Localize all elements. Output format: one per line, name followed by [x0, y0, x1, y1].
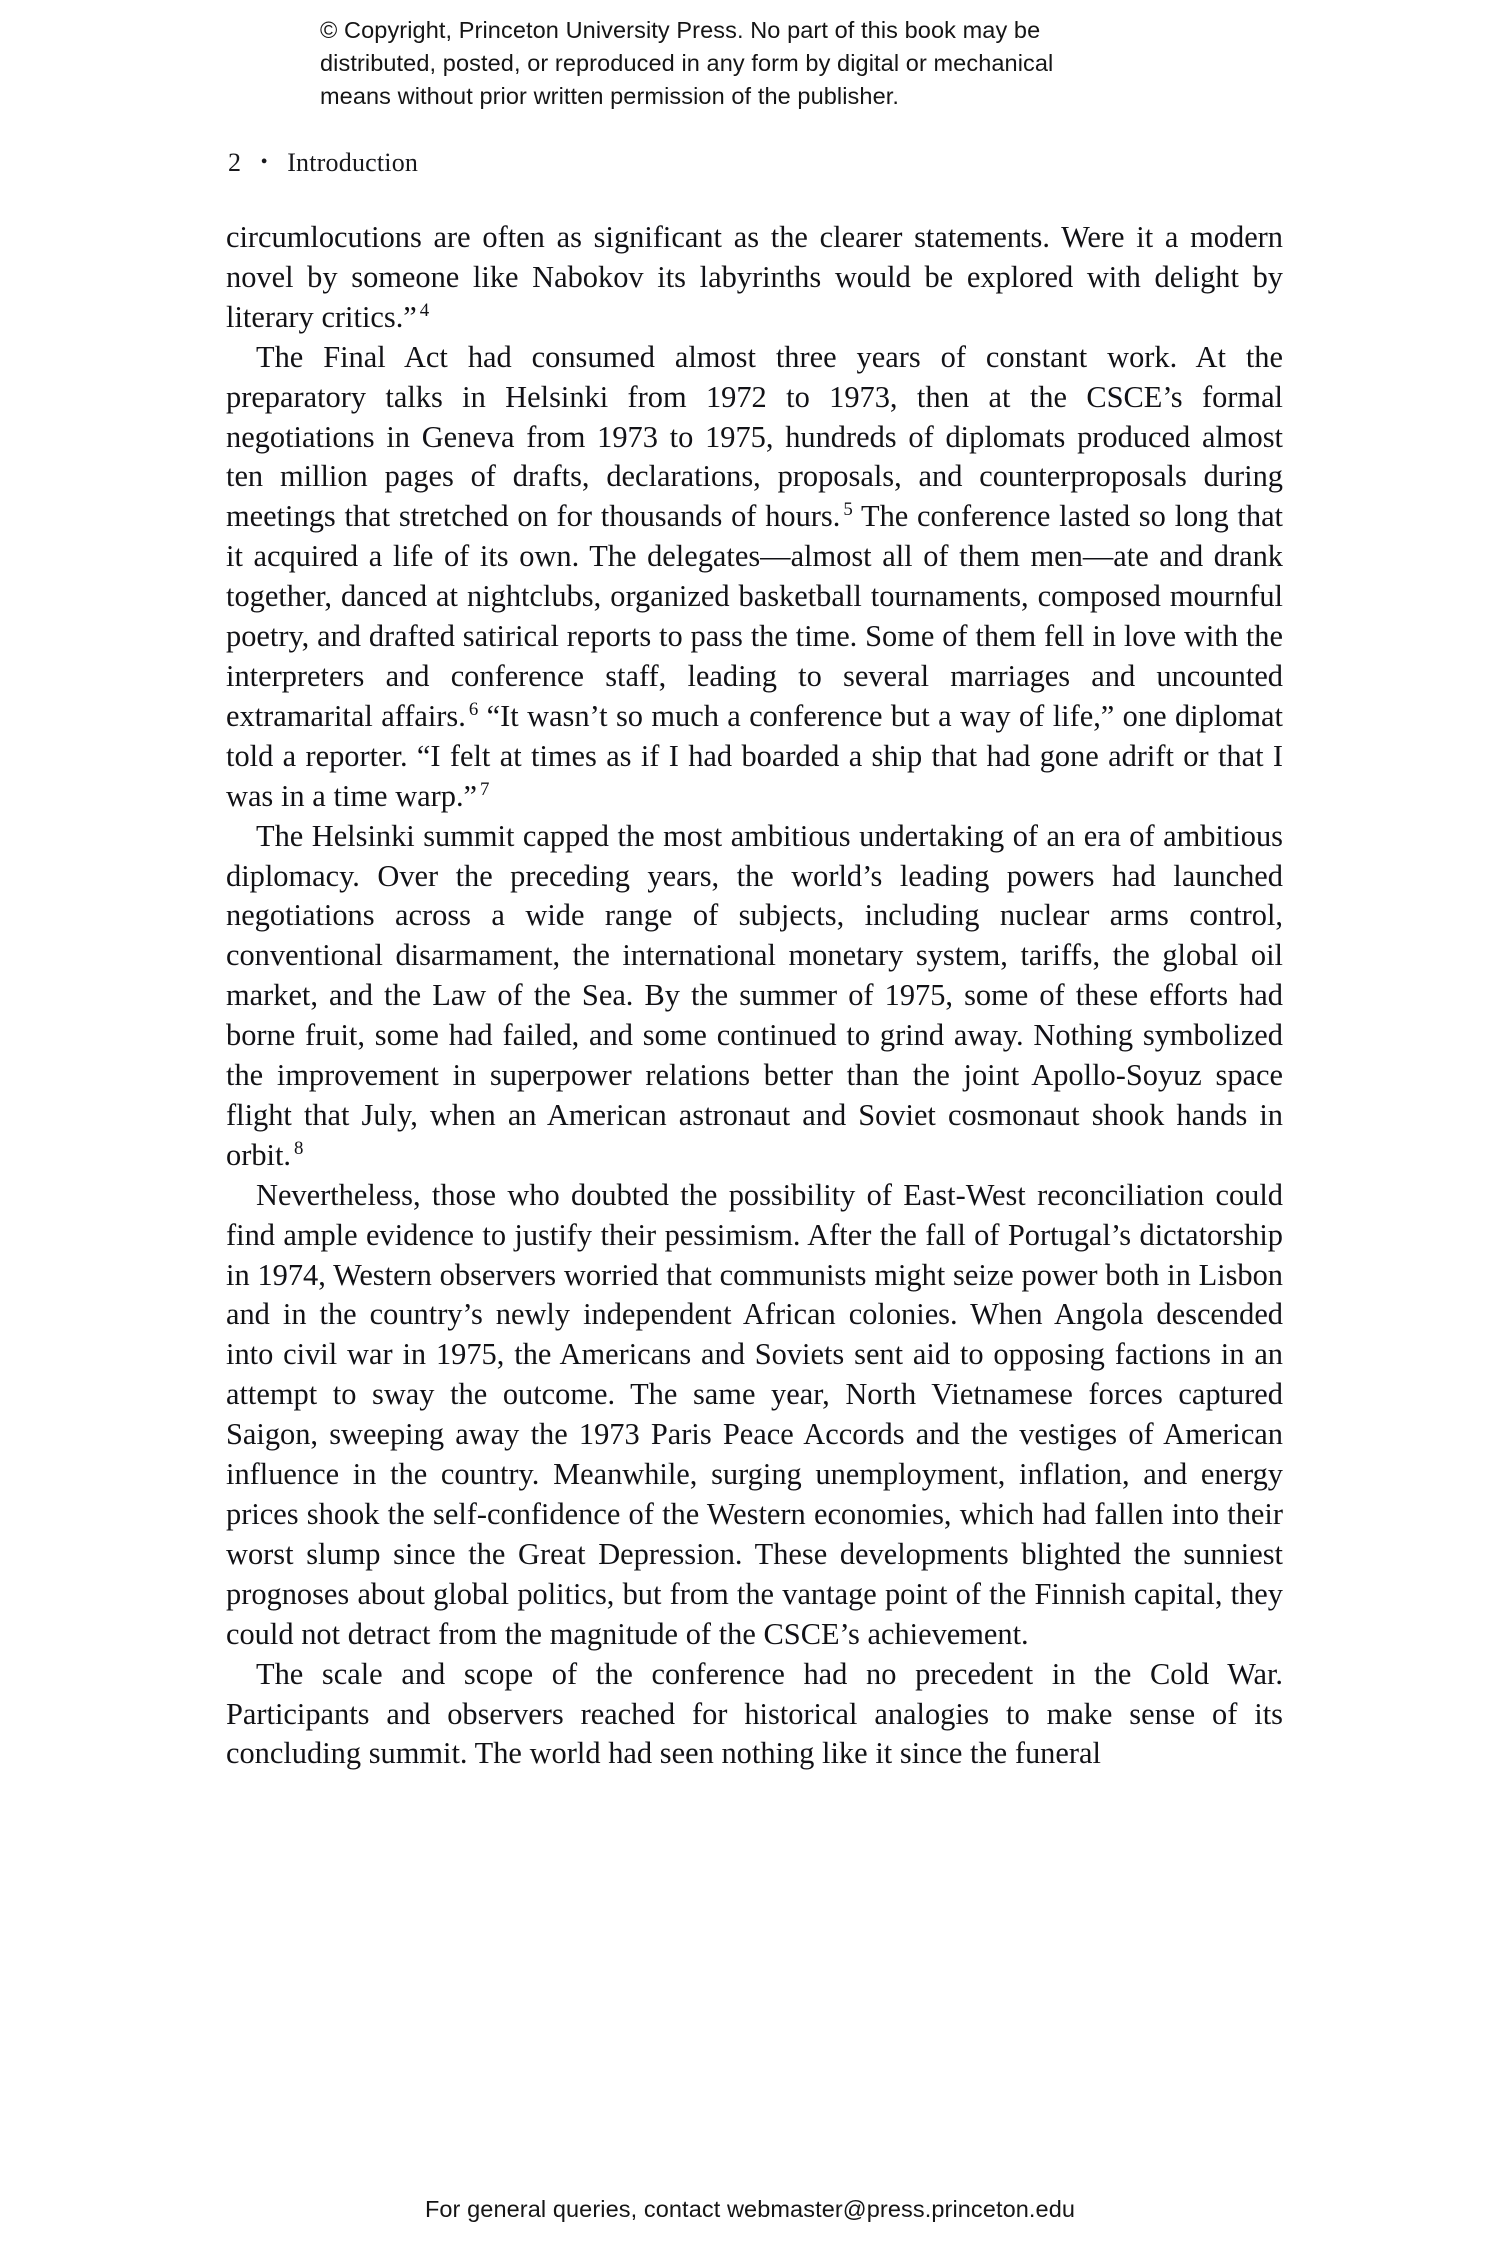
- footnote-marker: 7: [480, 778, 490, 800]
- copyright-line-3: means without prior written permission of the publisher.: [320, 83, 900, 109]
- copyright-line-2: distributed, posted, or reproduced in any form by digital or mechanical: [320, 50, 1054, 76]
- bullet-separator-icon: •: [260, 151, 268, 173]
- chapter-title: Introduction: [287, 148, 419, 177]
- running-head: [228, 146, 418, 182]
- paragraph: The Helsinki summit capped the most ambitious undertaking of an era of ambitious diplomacy. Over the preceding years, the world’s leading powers had launched negotiations across a wide range of subjects, including nuclear arms control, conventional disarmament, the international monetary system, tariffs, the global oil market, and the Law of the Sea. By the summer of 1975, some of these efforts had borne fruit, some had failed, and some continued to grind away. Nothing symbolized the improvement in superpower relations better than the joint Apollo-Soyuz space flight that July, when an American astronaut and Soviet cosmonaut shook hands in orbit. $^8$: [226, 818, 1283, 1172]
- copyright-line-1: © Copyright, Princeton University Press. No part of this book may be: [320, 17, 1041, 43]
- paragraph: The scale and scope of the conference had no precedent in the Cold War. Participants and observers reached for historical analogies to make sense of its concluding summit. The world had seen nothing like it since the funeral: [226, 1656, 1283, 1771]
- paragraph: Nevertheless, those who doubted the possibility of East-West reconciliation could find ample evidence to justify their pessimism. After the fall of Portugal’s dictatorship in 1974, Western observers worried that communists might seize power both in Lisbon and in the country’s newly independent African colonies. When Angola descended into civil war in 1975, the Americans and Soviets sent aid to opposing factions in an attempt to sway the outcome. The same year, North Vietnamese forces captured Saigon, sweeping away the 1973 Paris Peace Accords and the vestiges of American influence in the country. Meanwhile, surging unemployment, inflation, and energy prices shook the self-confidence of the Western economies, which had fallen into their worst slump since the Great Depression. These developments blighted the sunniest prognoses about global politics, but from the vantage point of the Finnish capital, they could not detract from the magnitude of the CSCE’s achievement.: [226, 1177, 1283, 1651]
- body-text: [226, 218, 1283, 1774]
- paragraph: The Final Act had consumed almost three years of constant work. At the preparatory talks in Helsinki from 1972 to 1973, then at the CSCE’s formal negotiations in Geneva from 1973 to 1975, hundreds of diplomats produced almost ten million pages of drafts, declarations, proposals, and counterproposals during meetings that stretched on for thousands of hours. $^5$ The conference lasted so long that it acquired a life of its own. The delegates—almost all of them men—ate and drank together, danced at nightclubs, organized basketball tournaments, composed mournful poetry, and drafted satirical reports to pass the time. Some of them fell in love with the interpreters and conference staff, leading to several marriages and uncounted extramarital affairs. $^6$ “It wasn’t so much a conference but a way of life,” one diplomat told a reporter. “I felt at times as if I had boarded a ship that had gone adrift or that I was in a time warp.” $^7$: [226, 339, 1284, 813]
- footnote-marker: 4: [419, 299, 430, 321]
- footnote-marker: 5: [843, 499, 853, 521]
- paragraph: circumlocutions are often as significant as the clearer statements. Were it a modern novel by someone like Nabokov its labyrinths would be explored with delight by literary critics.” $^4$: [226, 220, 1283, 334]
- footer-contact-text: For general queries, contact webmaster@press.princeton.edu: [424, 2196, 1076, 2222]
- footnote-marker: 6: [468, 698, 479, 720]
- copyright-notice: [320, 14, 1180, 113]
- page-number: 2: [228, 148, 242, 177]
- footnote-marker: 8: [294, 1137, 304, 1159]
- page-footer: [0, 2196, 1500, 2223]
